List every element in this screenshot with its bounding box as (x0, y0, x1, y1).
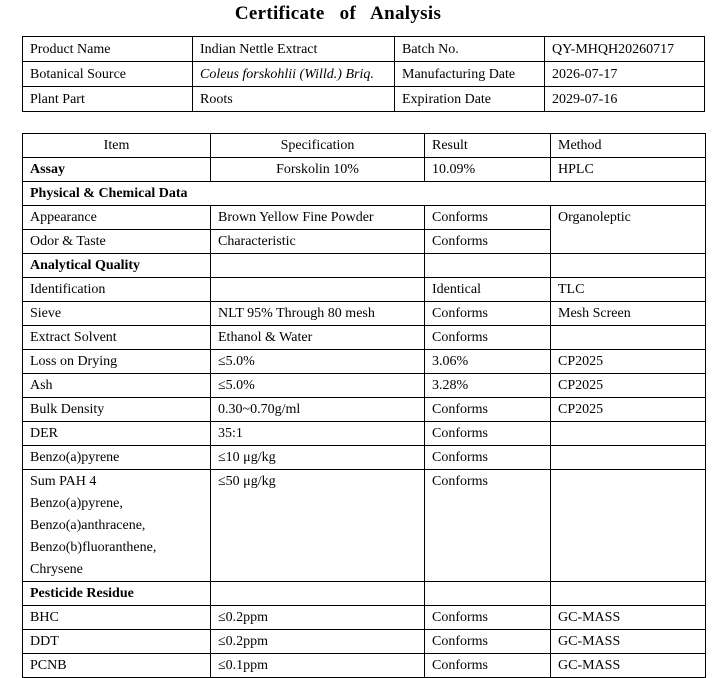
appearance-specification: Brown Yellow Fine Powder (211, 206, 425, 230)
appearance-item: Appearance (23, 206, 211, 230)
empty-cell (551, 254, 706, 278)
der-specification: 35:1 (211, 422, 425, 446)
bulk-density-item: Bulk Density (23, 398, 211, 422)
ash-specification: ≤5.0% (211, 374, 425, 398)
table-row (23, 606, 706, 630)
benzo-a-pyrene-method (551, 446, 706, 470)
odor-taste-item: Odor & Taste (23, 230, 211, 254)
empty-cell (211, 582, 425, 606)
sum-pah4-line: Benzo(a)pyrene, (30, 496, 123, 511)
header-row (23, 134, 706, 158)
info-row (23, 37, 705, 62)
empty-cell (551, 582, 706, 606)
sum-pah4-result: Conforms (425, 470, 551, 582)
table-row (23, 630, 706, 654)
table-row (23, 470, 706, 582)
pcnb-specification: ≤0.1ppm (211, 654, 425, 678)
table-row (23, 350, 706, 374)
sieve-item: Sieve (23, 302, 211, 326)
odor-taste-specification: Characteristic (211, 230, 425, 254)
bhc-result: Conforms (425, 606, 551, 630)
expiration-date-value: 2029-07-16 (545, 87, 705, 112)
appearance-result: Conforms (425, 206, 551, 230)
bulk-density-result: Conforms (425, 398, 551, 422)
loss-on-drying-specification: ≤5.0% (211, 350, 425, 374)
loss-on-drying-result: 3.06% (425, 350, 551, 374)
document-title: Certificate of Analysis (234, 3, 442, 24)
sieve-method: Mesh Screen (551, 302, 706, 326)
identification-result: Identical (425, 278, 551, 302)
batch-no-value: QY-MHQH20260717 (545, 37, 705, 62)
info-row (23, 87, 705, 112)
ash-item: Ash (23, 374, 211, 398)
ash-result: 3.28% (425, 374, 551, 398)
sum-pah4-line: Chrysene (30, 562, 83, 577)
manufacturing-date-label: Manufacturing Date (395, 62, 545, 87)
header-result: Result (425, 134, 551, 158)
ddt-result: Conforms (425, 630, 551, 654)
extract-solvent-method (551, 326, 706, 350)
physical-method: Organoleptic (551, 206, 706, 254)
botanical-source-value: Coleus forskohlii (Willd.) Briq. (193, 62, 395, 87)
batch-no-label: Batch No. (395, 37, 545, 62)
ddt-item: DDT (23, 630, 211, 654)
extract-solvent-specification: Ethanol & Water (211, 326, 425, 350)
extract-solvent-result: Conforms (425, 326, 551, 350)
section-pesticide-residue: Pesticide Residue (23, 582, 211, 606)
section-analytical-quality: Analytical Quality (23, 254, 211, 278)
plant-part-label: Plant Part (23, 87, 193, 112)
plant-part-value: Roots (193, 87, 395, 112)
loss-on-drying-method: CP2025 (551, 350, 706, 374)
identification-specification (211, 278, 425, 302)
assay-item: Assay (23, 158, 211, 182)
empty-cell (425, 582, 551, 606)
table-row (23, 278, 706, 302)
table-row (23, 446, 706, 470)
bhc-specification: ≤0.2ppm (211, 606, 425, 630)
info-row (23, 62, 705, 87)
der-result: Conforms (425, 422, 551, 446)
bhc-method: GC-MASS (551, 606, 706, 630)
sum-pah4-method (551, 470, 706, 582)
sum-pah4-specification: ≤50 μg/kg (211, 470, 425, 582)
table-row (23, 654, 706, 678)
sum-pah4-line: Benzo(b)fluoranthene, (30, 540, 157, 555)
table-row (23, 326, 706, 350)
identification-item: Identification (23, 278, 211, 302)
table-row (23, 158, 706, 182)
benzo-a-pyrene-item: Benzo(a)pyrene (23, 446, 211, 470)
sum-pah4-item (23, 470, 211, 582)
pcnb-method: GC-MASS (551, 654, 706, 678)
header-method: Method (551, 134, 706, 158)
benzo-a-pyrene-specification: ≤10 μg/kg (211, 446, 425, 470)
der-method (551, 422, 706, 446)
assay-result: 10.09% (425, 158, 551, 182)
botanical-source-label: Botanical Source (23, 62, 193, 87)
der-item: DER (23, 422, 211, 446)
table-row (23, 422, 706, 446)
pcnb-result: Conforms (425, 654, 551, 678)
table-row (23, 398, 706, 422)
empty-cell (211, 254, 425, 278)
sum-pah4-line: Sum PAH 4 (30, 474, 97, 489)
identification-method: TLC (551, 278, 706, 302)
bulk-density-specification: 0.30~0.70g/ml (211, 398, 425, 422)
sieve-result: Conforms (425, 302, 551, 326)
product-info-table (22, 36, 705, 112)
analysis-table (22, 133, 706, 678)
ddt-method: GC-MASS (551, 630, 706, 654)
bulk-density-method: CP2025 (551, 398, 706, 422)
header-item: Item (23, 134, 211, 158)
odor-taste-result: Conforms (425, 230, 551, 254)
manufacturing-date-value: 2026-07-17 (545, 62, 705, 87)
section-physical-chemical: Physical & Chemical Data (23, 182, 706, 206)
header-specification: Specification (211, 134, 425, 158)
section-row (23, 254, 706, 278)
pcnb-item: PCNB (23, 654, 211, 678)
sieve-specification: NLT 95% Through 80 mesh (211, 302, 425, 326)
section-row (23, 182, 706, 206)
ddt-specification: ≤0.2ppm (211, 630, 425, 654)
product-name-label: Product Name (23, 37, 193, 62)
ash-method: CP2025 (551, 374, 706, 398)
expiration-date-label: Expiration Date (395, 87, 545, 112)
assay-method: HPLC (551, 158, 706, 182)
bhc-item: BHC (23, 606, 211, 630)
section-row (23, 582, 706, 606)
table-row (23, 302, 706, 326)
product-name-value: Indian Nettle Extract (193, 37, 395, 62)
loss-on-drying-item: Loss on Drying (23, 350, 211, 374)
sum-pah4-line: Benzo(a)anthracene, (30, 518, 146, 533)
benzo-a-pyrene-result: Conforms (425, 446, 551, 470)
table-row (23, 206, 706, 230)
table-row (23, 374, 706, 398)
assay-specification: Forskolin 10% (211, 158, 425, 182)
extract-solvent-item: Extract Solvent (23, 326, 211, 350)
empty-cell (425, 254, 551, 278)
